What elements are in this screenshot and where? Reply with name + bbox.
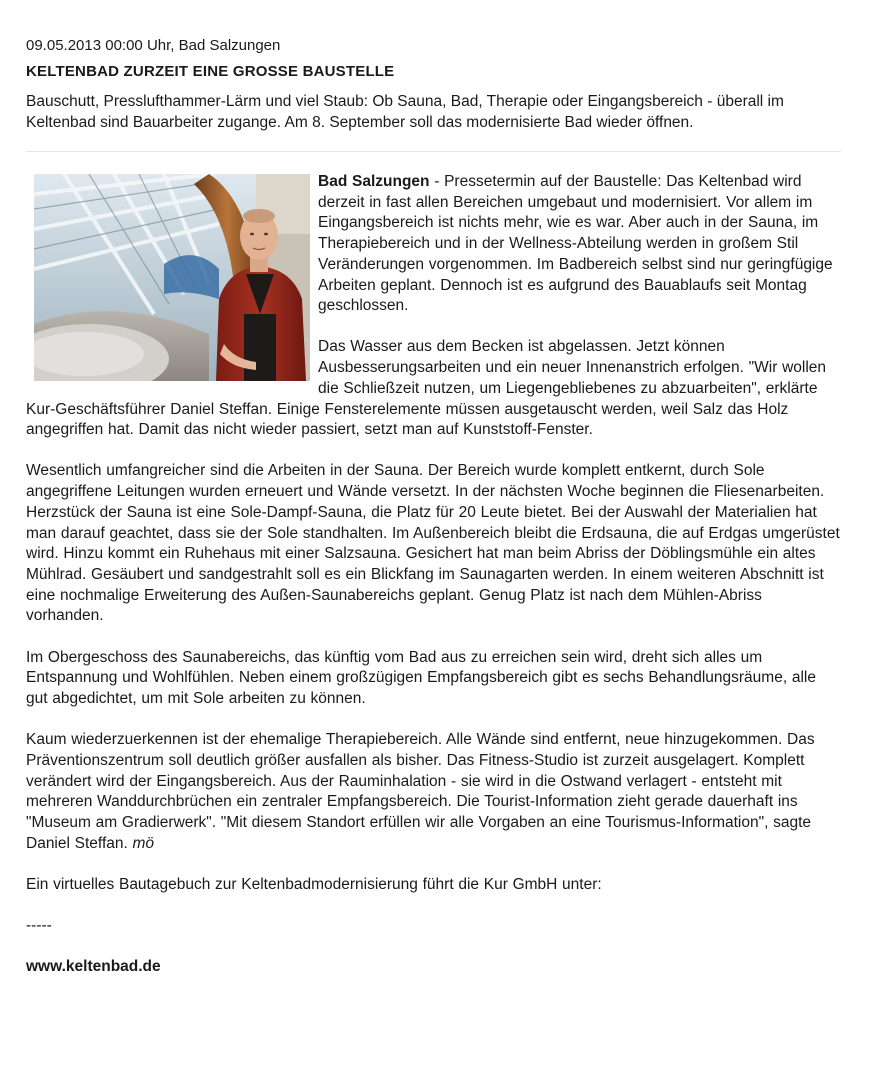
photo-construction-portrait [34,174,310,381]
paragraph-5-text: Kaum wiederzuerkennen ist der ehemalige Therapiebereich. Alle Wände sind entfernt, neue hinzugekommen. Das Präventionszentrum soll deutlich größer ausfallen als bisher. Das Fitness-Studio ist zurzeit ausgelagert. Komplett verändert wird der Eingangsbereich. Aus der Rauminhalation - sie wird in die Ostwand verlagert - entsteht mit mehreren Wanddurchbrüchen ein zentraler Empfangsbereich. Die Tourist-Information zieht gerade dauerhaft ins "Museum am Gradierwerk". "Mit diesem Standort erfüllen wir alle Vorgaben an eine Tourismus-Information", sagte Daniel Steffan. [26,731,815,852]
paragraph-1-text: Pressetermin auf der Baustelle: Das Keltenbad wird derzeit in fast allen Bereichen umgebaut und modernisiert. Vor allem im Eingangsbereich ist nichts mehr, wie es war. Aber auch in der Sauna, im Therapiebereich und in der Wellness-Abteilung werden in großem Stil Veränderungen vorgenommen. Im Badbereich selbst sind nur geringfügige Arbeiten geplant. Dennoch ist es aufgrund des Bauablaufs seit Montag geschlossen. [318,173,833,315]
paragraph-5 [26,730,841,854]
article [26,36,841,999]
teaser-divider [26,151,841,152]
lead-place: Bad Salzungen [318,173,430,190]
paragraph-3: Wesentlich umfangreicher sind die Arbeiten in der Sauna. Der Bereich wurde komplett entkernt, durch Sole angegriffene Leitungen wurden erneuert und Wände versetzt. In der nächsten Woche beginnen die Fliesenarbeiten. Herzstück der Sauna ist eine Sole-Dampf-Sauna, die Platz für 20 Leute bietet. Bei der Auswahl der Materialien hat man darauf geachtet, dass sie der Sole standhalten. Im Außenbereich bleibt die Erdsauna, die auf Erdgas umgerüstet wird. Hinzu kommt ein Ruhehaus mit einer Salzsauna. Gesichert hat man beim Abriss der Döblingsmühle ein altes Mühlrad. Gesäubert und sandgestrahlt soll es ein Blickfang im Saunagarten werden. In einem weiteren Abschnitt ist eine nochmalige Erweiterung des Außen-Saunabereichs geplant. Genug Platz ist nach dem Mühlen-Abriss vorhanden. [26,462,840,625]
article-body [26,172,841,999]
article-headline: KELTENBAD ZURZEIT EINE GROSSE BAUSTELLE [26,63,395,80]
article-teaser: Bauschutt, Presslufthammer-Lärm und viel Staub: Ob Sauna, Bad, Therapie oder Eingangsbereich - überall im Keltenbad sind Bauarbeiter zugange. Am 8. September soll das modernisierte Bad wieder öffnen. [26,93,784,131]
text-separator: ----- [26,917,52,935]
author-initials: mö [132,834,155,852]
lead-separator: - [429,173,445,190]
paragraph-4: Im Obergeschoss des Saunabereichs, das künftig vom Bad aus zu erreichen sein wird, dreht sich alles um Entspannung und Wohlfühlen. Neben einem großzügigen Empfangsbereich gibt es sechs Behandlungsräume, alle gut abgedichtet, um mit Sole arbeiten zu können. [26,648,816,707]
article-dateline: 09.05.2013 00:00 Uhr, Bad Salzungen [26,37,281,54]
website-link[interactable]: www.keltenbad.de [26,958,161,976]
paragraph-6: Ein virtuelles Bautagebuch zur Keltenbadmodernisierung führt die Kur GmbH unter: [26,875,602,893]
article-photo [34,174,310,381]
paragraph-2: Das Wasser aus dem Becken ist abgelassen. Jetzt können Ausbesserungsarbeiten und ein neuer Innenanstrich erfolgen. "Wir wollen die Schließzeit nutzen, um Liegengebliebenes zu abzuarbeiten", erklärte Kur-Geschäftsführer Daniel Steffan. Einige Fensterelemente müssen ausgetauscht werden, weil Salz das Holz angegriffen hat. Damit das nicht wieder passiert, setzt man auf Kunststoff-Fenster. [26,338,827,439]
